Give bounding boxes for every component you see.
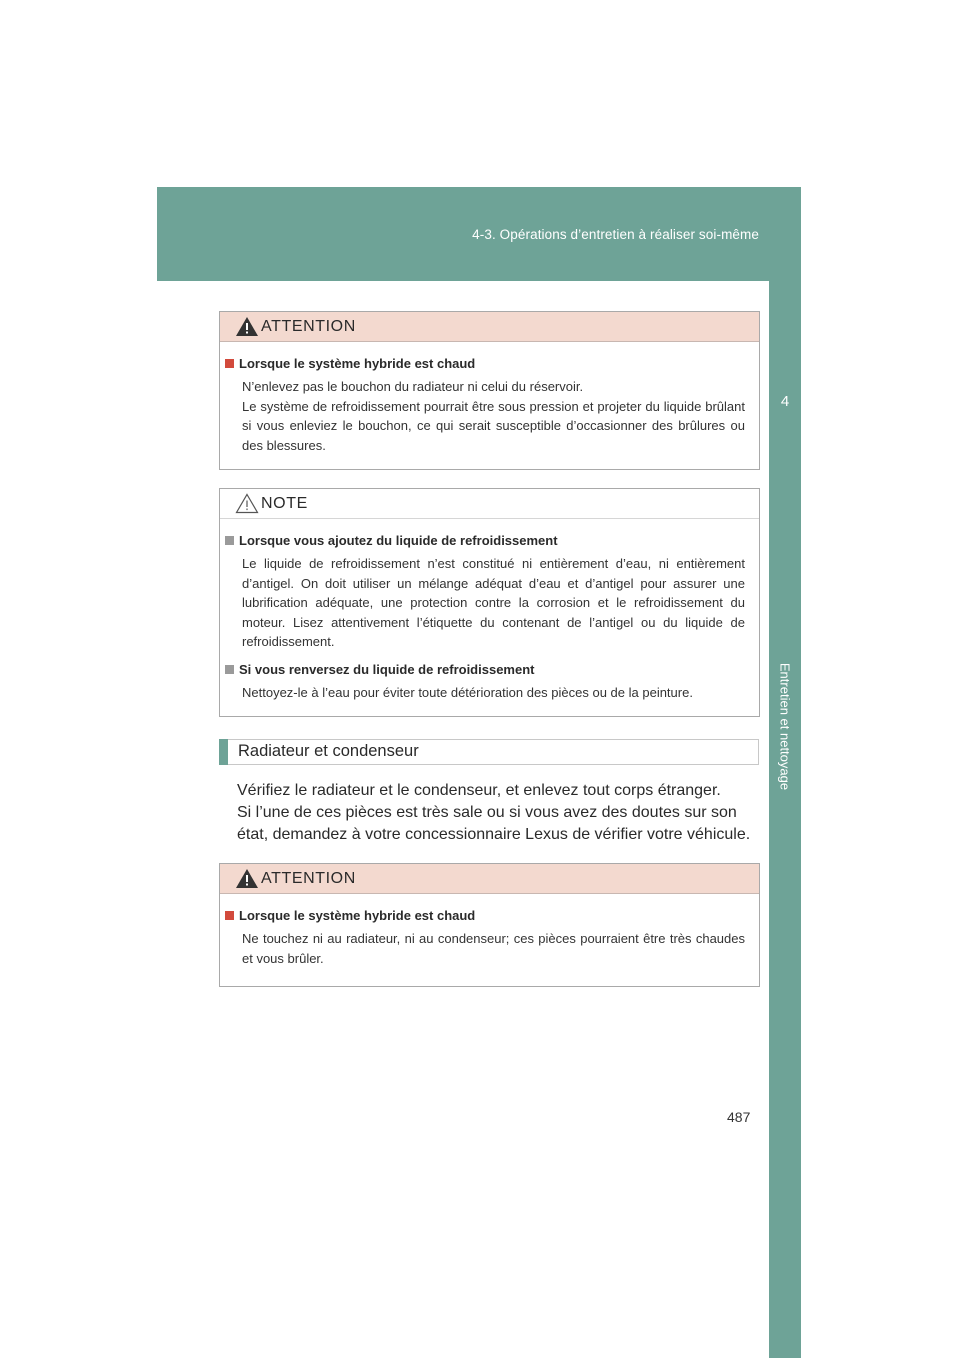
attention-box-2 <box>219 863 760 987</box>
note-box <box>219 488 760 717</box>
header-title: 4-3. Opérations d’entretien à réaliser soi-même <box>472 227 759 242</box>
section-title: Radiateur et condenseur <box>238 742 419 760</box>
note-item-text: Le liquide de refroidissement n’est constitué ni entièrement d’eau, ni entièrement d’antigel. On doit utiliser un mélange adéquat d’eau et d’antigel pour assurer une lubrification adéquate, une protection contre la corrosion et le refroidissement du moteur. Lisez attentivement l’étiquette du contenant de l’antigel ou du liquide de refroidissement. <box>242 556 745 649</box>
page-number: 487 <box>727 1109 751 1125</box>
body-paragraph: Vérifiez le radiateur et le condenseur, et enlevez tout corps étranger. <box>237 782 721 799</box>
attention-header <box>220 312 759 342</box>
attention-item-text: N’enlevez pas le bouchon du radiateur ni celui du réservoir. Le système de refroidissement pourrait être sous pression et projeter du liquide brûlant si vous enleviez le bouchon, ce qui serait susceptible d’occasionner des brûlures ou des blessures. <box>242 379 745 453</box>
caution-outline-icon <box>235 493 259 514</box>
note-item-text: Nettoyez-le à l’eau pour éviter toute détérioration des pièces ou de la peinture. <box>242 684 693 700</box>
section-accent-bar <box>219 739 228 765</box>
note-heading: NOTE <box>261 495 308 512</box>
note-item-title: Lorsque vous ajoutez du liquide de refroidissement <box>224 533 745 548</box>
section-body <box>237 780 758 846</box>
grey-square-icon <box>225 665 234 674</box>
note-item-title: Si vous renversez du liquide de refroidissement <box>224 662 745 677</box>
body-paragraph: Si l’une de ces pièces est très sale ou si vous avez des doutes sur son état, demandez à votre concessionnaire Lexus de vérifier votre véhicule. <box>237 804 751 843</box>
warning-icon <box>235 316 259 337</box>
attention-item-title: Lorsque le système hybride est chaud <box>224 908 745 923</box>
warning-icon <box>235 868 259 889</box>
attention-heading: ATTENTION <box>261 870 356 887</box>
attention-header <box>220 864 759 894</box>
header-band <box>157 187 801 281</box>
side-tab <box>769 281 801 1358</box>
attention-item-title: Lorsque le système hybride est chaud <box>224 356 745 371</box>
attention-heading: ATTENTION <box>261 318 356 335</box>
chapter-number: 4 <box>780 393 790 410</box>
grey-square-icon <box>225 536 234 545</box>
chapter-label: Entretien et nettoyage <box>777 662 793 791</box>
red-square-icon <box>225 911 234 920</box>
note-header <box>220 489 759 519</box>
red-square-icon <box>225 359 234 368</box>
attention-item-text: Ne touchez ni au radiateur, ni au condenseur; ces pièces pourraient être très chaudes et vous brûler. <box>242 931 745 966</box>
attention-box-1 <box>219 311 760 470</box>
section-heading <box>219 739 759 765</box>
